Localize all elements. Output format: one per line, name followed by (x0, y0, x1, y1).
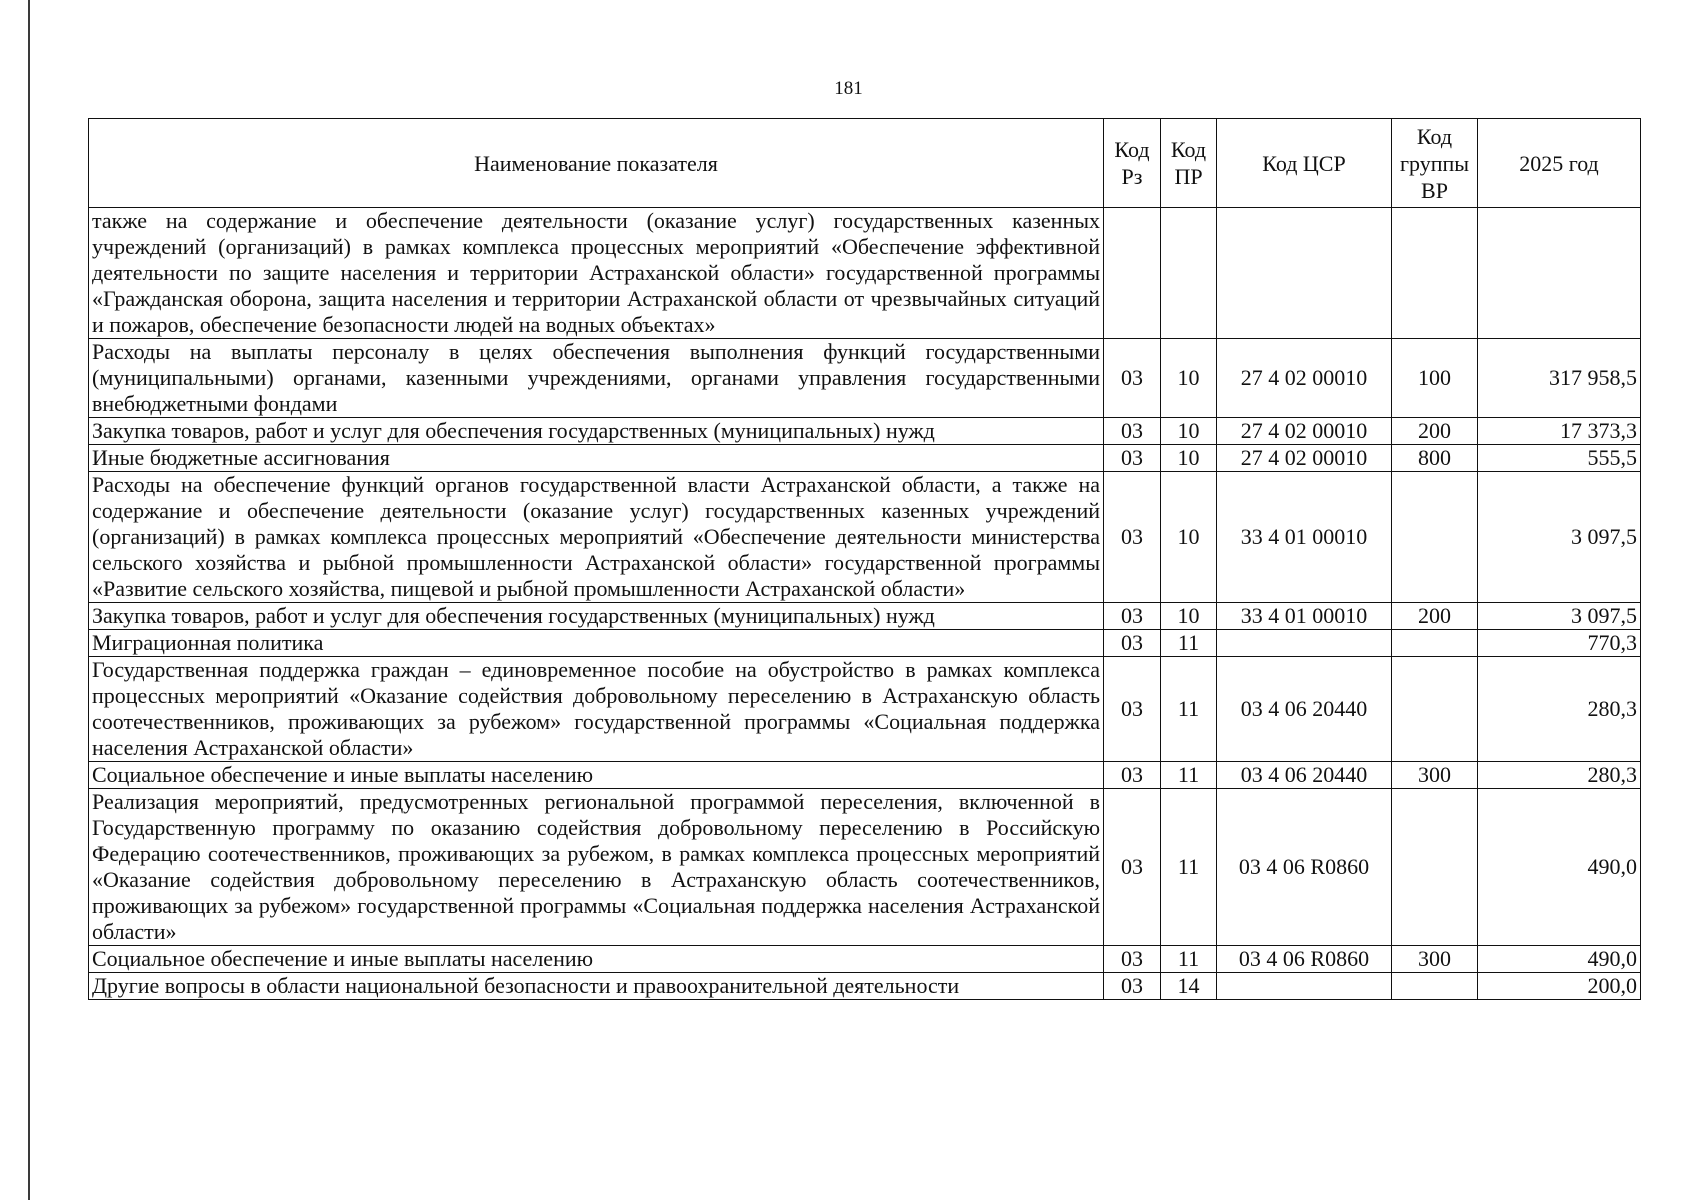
row-name: Реализация мероприятий, предусмотренных региональной программой переселения, включенной в Государственную программу по оказанию содействия добровольному переселению в Российскую Федерацию соотечественников, проживающих за рубежом, в рамках комплекса процессных мероприятий «Оказание содействия добровольному переселению в Астраханскую область соотечественников, проживающих за рубежом» государственной программы «Социальная поддержка населения Астраханской области» (89, 789, 1104, 946)
row-amount: 317 958,5 (1478, 339, 1641, 418)
row-name: Социальное обеспечение и иные выплаты населению (89, 946, 1104, 973)
table-row (89, 603, 1641, 630)
row-rz: 03 (1104, 603, 1161, 630)
row-amount: 17 373,3 (1478, 418, 1641, 445)
row-name: Другие вопросы в области национальной безопасности и правоохранительной деятельности (89, 973, 1104, 1000)
row-name: Закупка товаров, работ и услуг для обеспечения государственных (муниципальных) нужд (89, 603, 1104, 630)
row-amount: 770,3 (1478, 630, 1641, 657)
row-rz: 03 (1104, 445, 1161, 472)
header-csr: Код ЦСР (1217, 119, 1392, 208)
header-name: Наименование показателя (89, 119, 1104, 208)
row-vr (1392, 973, 1478, 1000)
row-pr: 10 (1161, 603, 1217, 630)
row-csr (1217, 630, 1392, 657)
row-rz: 03 (1104, 418, 1161, 445)
header-rz: Код Рз (1104, 119, 1161, 208)
table-row (89, 657, 1641, 762)
row-vr (1392, 789, 1478, 946)
row-pr: 11 (1161, 762, 1217, 789)
row-csr: 03 4 06 20440 (1217, 762, 1392, 789)
row-csr: 03 4 06 R0860 (1217, 946, 1392, 973)
row-vr (1392, 472, 1478, 603)
table-row (89, 762, 1641, 789)
row-pr: 11 (1161, 789, 1217, 946)
row-name: Миграционная политика (89, 630, 1104, 657)
page-number: 181 (834, 78, 863, 99)
row-pr: 10 (1161, 339, 1217, 418)
table-row (89, 973, 1641, 1000)
row-vr (1392, 657, 1478, 762)
row-csr: 27 4 02 00010 (1217, 445, 1392, 472)
table-row (89, 630, 1641, 657)
row-pr: 11 (1161, 657, 1217, 762)
row-rz (1104, 208, 1161, 339)
row-name: Государственная поддержка граждан – единовременное пособие на обустройство в рамках комплекса процессных мероприятий «Оказание содействия добровольному переселению в Астраханскую область соотечественников, проживающих за рубежом» государственной программы «Социальная поддержка населения Астраханской области» (89, 657, 1104, 762)
row-pr: 11 (1161, 946, 1217, 973)
row-csr: 33 4 01 00010 (1217, 603, 1392, 630)
row-rz: 03 (1104, 973, 1161, 1000)
row-amount: 490,0 (1478, 789, 1641, 946)
row-rz: 03 (1104, 630, 1161, 657)
header-vr: Код группы ВР (1392, 119, 1478, 208)
row-rz: 03 (1104, 339, 1161, 418)
row-pr: 10 (1161, 445, 1217, 472)
row-pr: 10 (1161, 418, 1217, 445)
row-rz: 03 (1104, 946, 1161, 973)
row-vr (1392, 630, 1478, 657)
row-vr: 200 (1392, 418, 1478, 445)
row-rz: 03 (1104, 762, 1161, 789)
row-pr: 14 (1161, 973, 1217, 1000)
row-name: Закупка товаров, работ и услуг для обеспечения государственных (муниципальных) нужд (89, 418, 1104, 445)
row-csr (1217, 208, 1392, 339)
row-amount: 3 097,5 (1478, 603, 1641, 630)
row-name: Расходы на обеспечение функций органов государственной власти Астраханской области, а также на содержание и обеспечение деятельности (оказание услуг) государственных казенных учреждений (организаций) в рамках комплекса процессных мероприятий «Обеспечение деятельности министерства сельского хозяйства и рыбной промышленности Астраханской области» государственной программы «Развитие сельского хозяйства, пищевой и рыбной промышленности Астраханской области» (89, 472, 1104, 603)
row-name: также на содержание и обеспечение деятельности (оказание услуг) государственных казенных учреждений (организаций) в рамках комплекса процессных мероприятий «Обеспечение эффективной деятельности по защите населения и территории Астраханской области» государственной программы «Гражданская оборона, защита населения и территории Астраханской области от чрезвычайных ситуаций и пожаров, обеспечение безопасности людей на водных объектах» (89, 208, 1104, 339)
header-year: 2025 год (1478, 119, 1641, 208)
row-vr: 100 (1392, 339, 1478, 418)
row-vr: 300 (1392, 762, 1478, 789)
row-pr: 11 (1161, 630, 1217, 657)
table-row (89, 789, 1641, 946)
row-csr: 03 4 06 20440 (1217, 657, 1392, 762)
row-amount (1478, 208, 1641, 339)
table-row (89, 339, 1641, 418)
table-row (89, 472, 1641, 603)
row-amount: 280,3 (1478, 762, 1641, 789)
row-name: Иные бюджетные ассигнования (89, 445, 1104, 472)
table-row (89, 946, 1641, 973)
row-csr: 27 4 02 00010 (1217, 418, 1392, 445)
row-csr: 33 4 01 00010 (1217, 472, 1392, 603)
row-vr: 200 (1392, 603, 1478, 630)
row-vr: 300 (1392, 946, 1478, 973)
row-vr: 800 (1392, 445, 1478, 472)
row-rz: 03 (1104, 789, 1161, 946)
row-pr: 10 (1161, 472, 1217, 603)
row-csr: 03 4 06 R0860 (1217, 789, 1392, 946)
table-header-row (89, 119, 1641, 208)
row-vr (1392, 208, 1478, 339)
row-rz: 03 (1104, 472, 1161, 603)
row-name: Расходы на выплаты персоналу в целях обеспечения выполнения функций государственными (муниципальными) органами, казенными учреждениями, органами управления государственными внебюджетными фондами (89, 339, 1104, 418)
row-amount: 280,3 (1478, 657, 1641, 762)
row-amount: 490,0 (1478, 946, 1641, 973)
row-amount: 555,5 (1478, 445, 1641, 472)
table-row (89, 418, 1641, 445)
row-amount: 3 097,5 (1478, 472, 1641, 603)
row-rz: 03 (1104, 657, 1161, 762)
row-csr (1217, 973, 1392, 1000)
row-amount: 200,0 (1478, 973, 1641, 1000)
budget-table (88, 118, 1641, 1000)
table-row (89, 208, 1641, 339)
scan-edge-line (28, 0, 30, 1200)
table-row (89, 445, 1641, 472)
row-csr: 27 4 02 00010 (1217, 339, 1392, 418)
header-pr: Код ПР (1161, 119, 1217, 208)
row-pr (1161, 208, 1217, 339)
row-name: Социальное обеспечение и иные выплаты населению (89, 762, 1104, 789)
